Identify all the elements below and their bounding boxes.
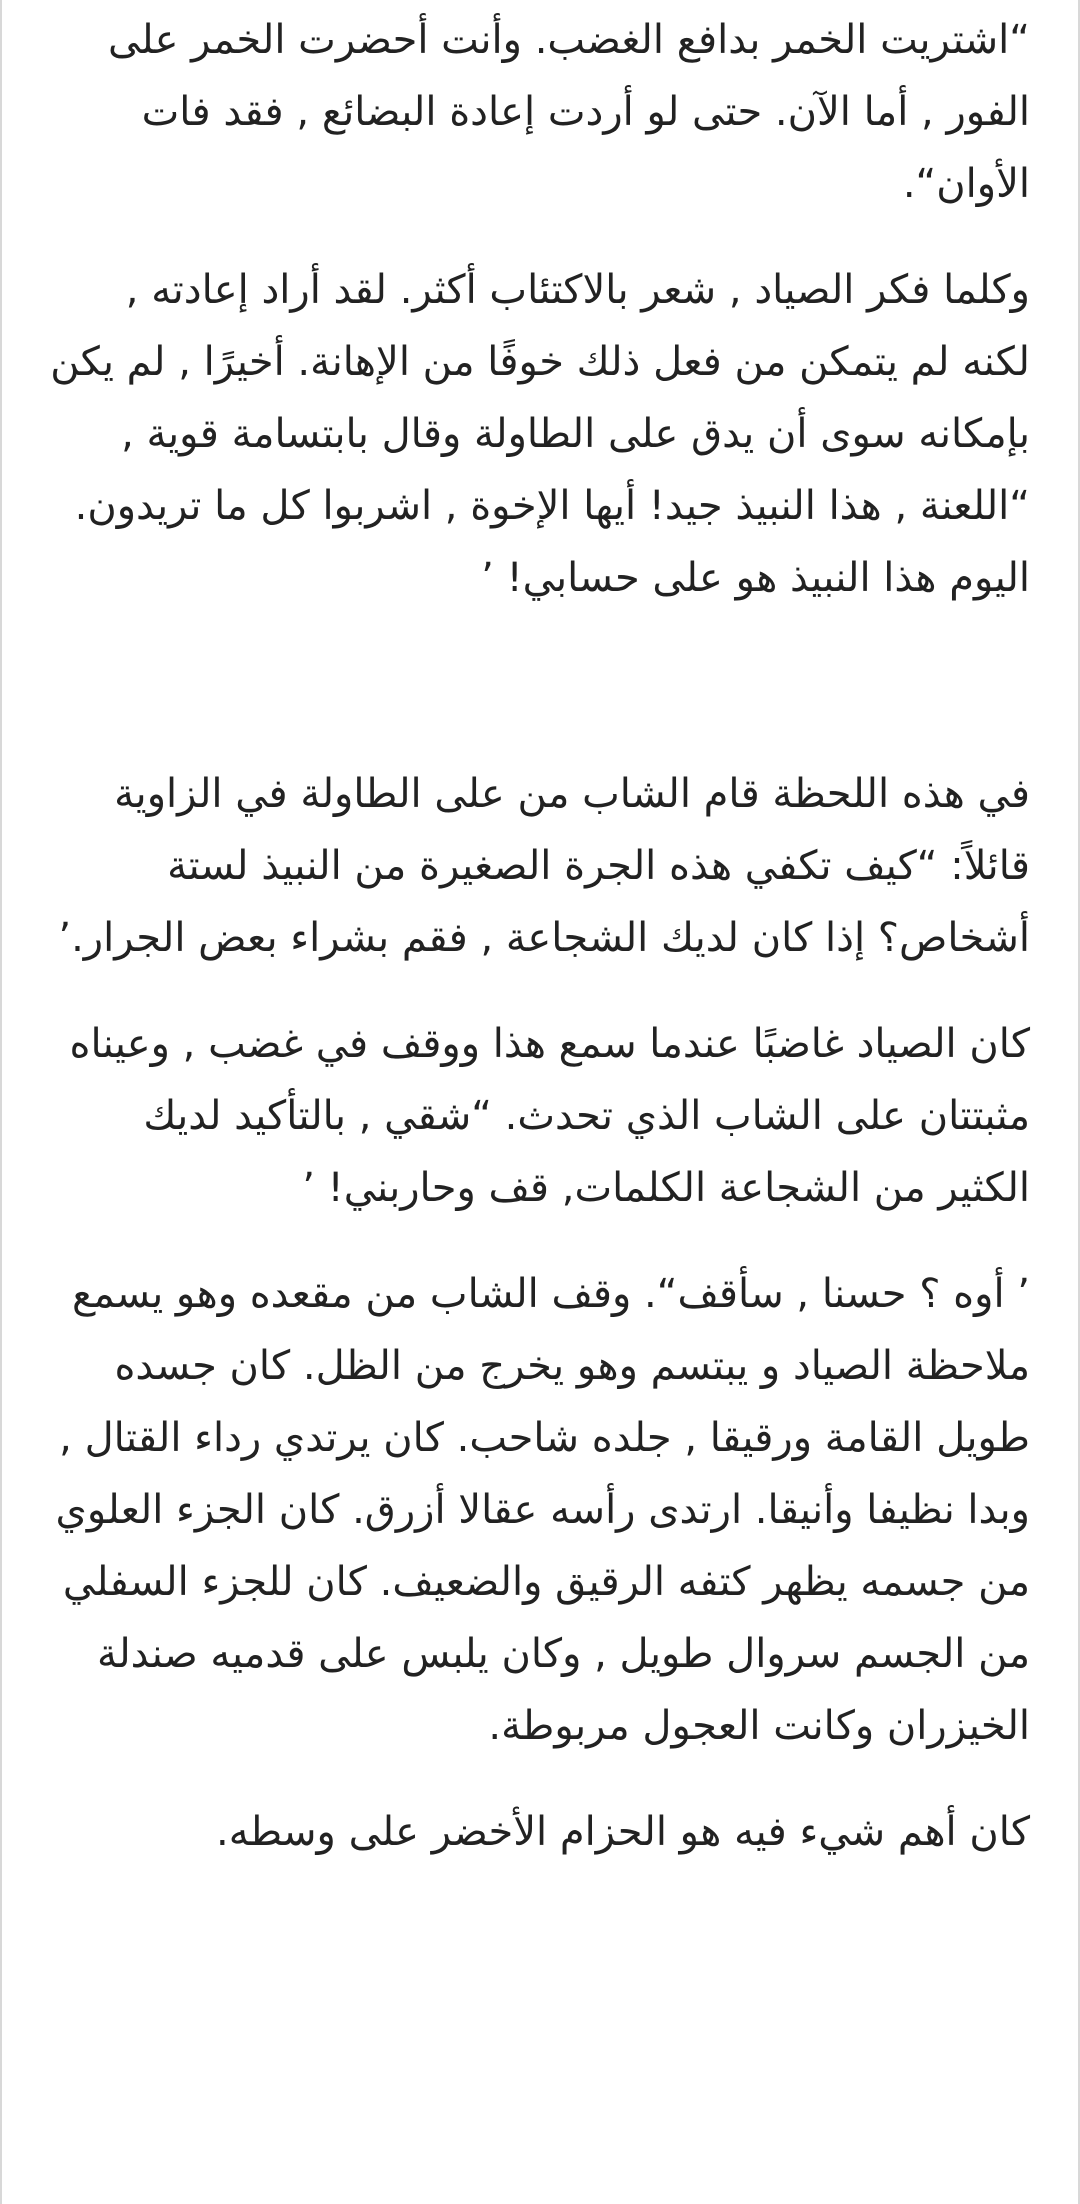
- paragraph-gap: [50, 648, 1030, 758]
- chapter-text: [50, 4, 1030, 1902]
- paragraph: “اشتريت الخمر بدافع الغضب. وأنت أحضرت الخمر على الفور , أما الآن. حتى لو أردت إعادة البضائع , فقد فات الأوان“.: [107, 17, 1030, 207]
- paragraph: في هذه اللحظة قام الشاب من على الطاولة في الزاوية قائلاً: “كيف تكفي هذه الجرة الصغيرة من النبيذ لستة أشخاص؟ إذا كان لديك الشجاعة , فقم بشراء بعض الجرار.’: [58, 771, 1030, 961]
- paragraph: كان الصياد غاضبًا عندما سمع هذا ووقف في غضب , وعيناه مثبتتان على الشاب الذي تحدث. “شقي , بالتأكيد لديك الكثير من الشجاعة الكلمات, قف وحاربني! ’: [69, 1021, 1030, 1211]
- paragraph: وكلما فكر الصياد , شعر بالاكتئاب أكثر. لقد أراد إعادته , لكنه لم يتمكن من فعل ذلك خوفًا من الإهانة. أخيرًا , لم يكن بإمكانه سوى أن يدق على الطاولة وقال بابتسامة قوية , “اللعنة , هذا النبيذ جيد! أيها الإخوة , اشربوا كل ما تريدون. اليوم هذا النبيذ هو على حسابي! ’: [50, 267, 1030, 601]
- paragraph: كان أهم شيء فيه هو الحزام الأخضر على وسطه.: [216, 1809, 1030, 1855]
- paragraph: ’ أوه ؟ حسنا , سأقف“. وقف الشاب من مقعده وهو يسمع ملاحظة الصياد و يبتسم وهو يخرج من الظل. كان جسده طويل القامة ورقيقا , جلده شاحب. كان يرتدي رداء القتال , وبدا نظيفا وأنيقا. ارتدى رأسه عقالا أزرق. كان الجزء العلوي من جسمه يظهر كتفه الرقيق والضعيف. كان للجزء السفلي من الجسم سروال طويل , وكان يلبس على قدميه صندلة الخيزران وكانت العجول مربوطة.: [55, 1271, 1030, 1749]
